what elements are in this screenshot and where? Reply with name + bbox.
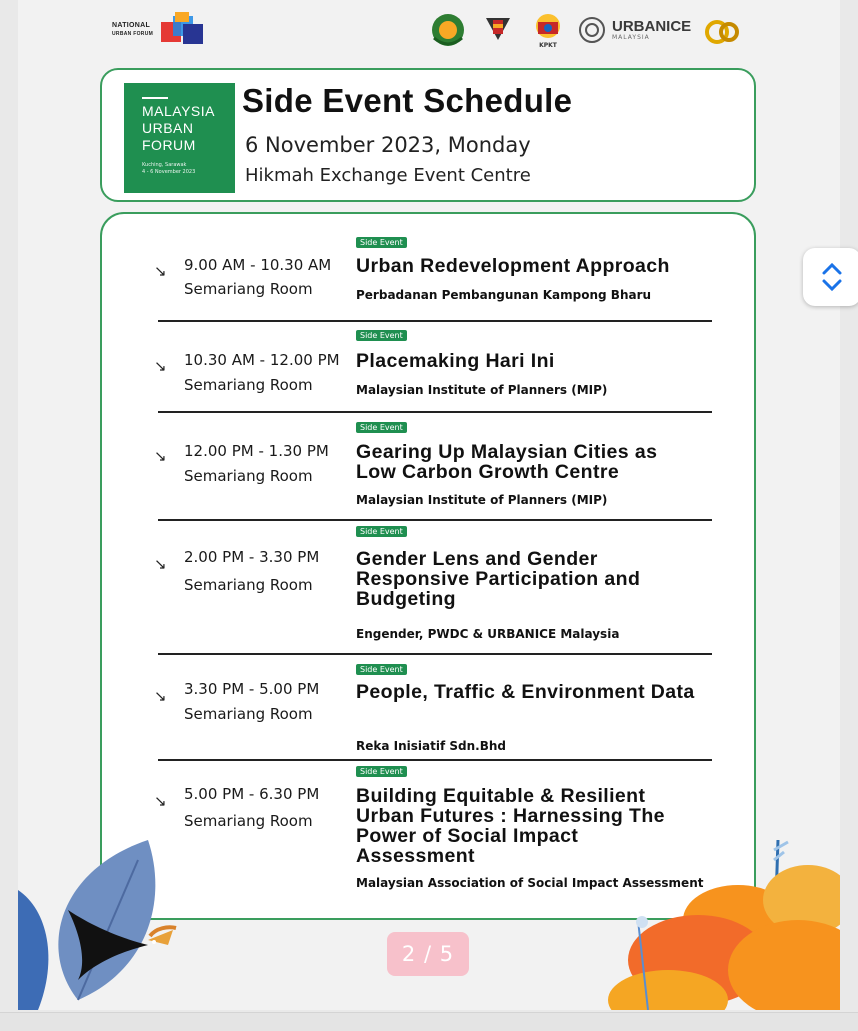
event-time: 2.00 PM - 3.30 PM [184,548,320,566]
page-scroll-control[interactable] [803,248,858,306]
kpkt-logo [528,10,568,50]
event-organizer: Malaysian Institute of Planners (MIP) [356,383,608,397]
arrow-down-right-icon: ↘ [154,555,167,573]
muf-sub1: Kuching, Sarawak [142,162,187,168]
page-viewer [18,0,840,1010]
urbanice-logo [578,16,691,44]
event-title: Placemaking Hari Ini [356,350,555,372]
arrow-down-right-icon: ↘ [154,262,167,280]
side-event-badge: Side Event [356,330,407,341]
page-title: Side Event Schedule [242,82,573,119]
event-room: Semariang Room [184,705,313,723]
row-divider [158,411,712,413]
event-venue: Hikmah Exchange Event Centre [245,165,531,186]
partner-logos [428,10,741,50]
muf-sub2: 4 - 6 November 2023 [142,169,196,175]
sarawak-hornbill-crest-icon [478,10,518,50]
urbanice-sub: MALAYSIA [612,33,650,41]
next-page-edge [0,1012,858,1031]
muf-line2: URBAN [142,120,194,136]
row-divider [158,519,712,521]
side-event-badge: Side Event [356,526,407,537]
event-title: Urban Redevelopment Approach [356,255,670,277]
chevron-up-icon[interactable] [821,262,843,276]
nuf-line2: URBAN FORUM [112,31,154,37]
event-room: Semariang Room [184,576,313,594]
side-event-badge: Side Event [356,664,407,675]
event-title: Gearing Up Malaysian Cities as Low Carbon Growth Centre [356,441,658,483]
event-time: 10.30 AM - 12.00 PM [184,351,340,369]
row-divider [158,759,712,761]
urbanice-emblem-icon [578,16,606,44]
event-time: 9.00 AM - 10.30 AM [184,256,332,274]
event-organizer: Malaysian Institute of Planners (MIP) [356,493,608,507]
arrow-down-right-icon: ↘ [154,447,167,465]
sarawak-60-logo [701,10,741,50]
arrow-down-right-icon: ↘ [154,687,167,705]
header-card [100,68,756,202]
chevron-down-icon[interactable] [821,278,843,292]
orange-foliage-icon [578,840,840,1010]
side-event-badge: Side Event [356,422,407,433]
muf-line3: FORUM [142,137,196,153]
side-event-badge: Side Event [356,237,407,248]
event-organizer: Reka Inisiatif Sdn.Bhd [356,739,506,753]
schedule-card [100,212,756,920]
malaysia-urban-forum-badge [124,83,235,193]
event-time: 12.00 PM - 1.30 PM [184,442,329,460]
event-room: Semariang Room [184,376,313,394]
event-time: 5.00 PM - 6.30 PM [184,785,320,803]
arrow-down-right-icon: ↘ [154,357,167,375]
row-divider [158,320,712,322]
arrow-down-right-icon: ↘ [154,792,167,810]
event-date: 6 November 2023, Monday [245,133,531,157]
event-title: People, Traffic & Environment Data [356,681,695,703]
row-divider [158,653,712,655]
urbanice-name: URBANICE [612,17,692,35]
nuf-line1: NATIONAL [112,22,151,29]
national-urban-forum-logo [112,12,209,48]
event-title: Gender Lens and Gender Responsive Participation and Budgeting [356,548,641,610]
sarawak-crest-icon [428,10,468,50]
kpkt-label: KPKT [539,41,557,49]
event-organizer: Perbadanan Pembangunan Kampong Bharu [356,288,652,302]
side-event-badge: Side Event [356,766,407,777]
nuf-cubes-icon [161,12,209,48]
event-room: Semariang Room [184,467,313,485]
muf-line1: MALAYSIA [142,103,215,119]
event-time: 3.30 PM - 5.00 PM [184,680,320,698]
event-room: Semariang Room [184,280,313,298]
page-indicator: 2 / 5 [387,932,469,976]
event-organizer: Malaysian Association of Social Impact Assessment [356,876,704,890]
hornbill-bird-icon [58,890,188,990]
event-room: Semariang Room [184,812,313,830]
event-organizer: Engender, PWDC & URBANICE Malaysia [356,627,620,641]
event-title: Building Equitable & Resilient Urban Futures : Harnessing The Power of Social Impact Assessment [356,785,665,867]
